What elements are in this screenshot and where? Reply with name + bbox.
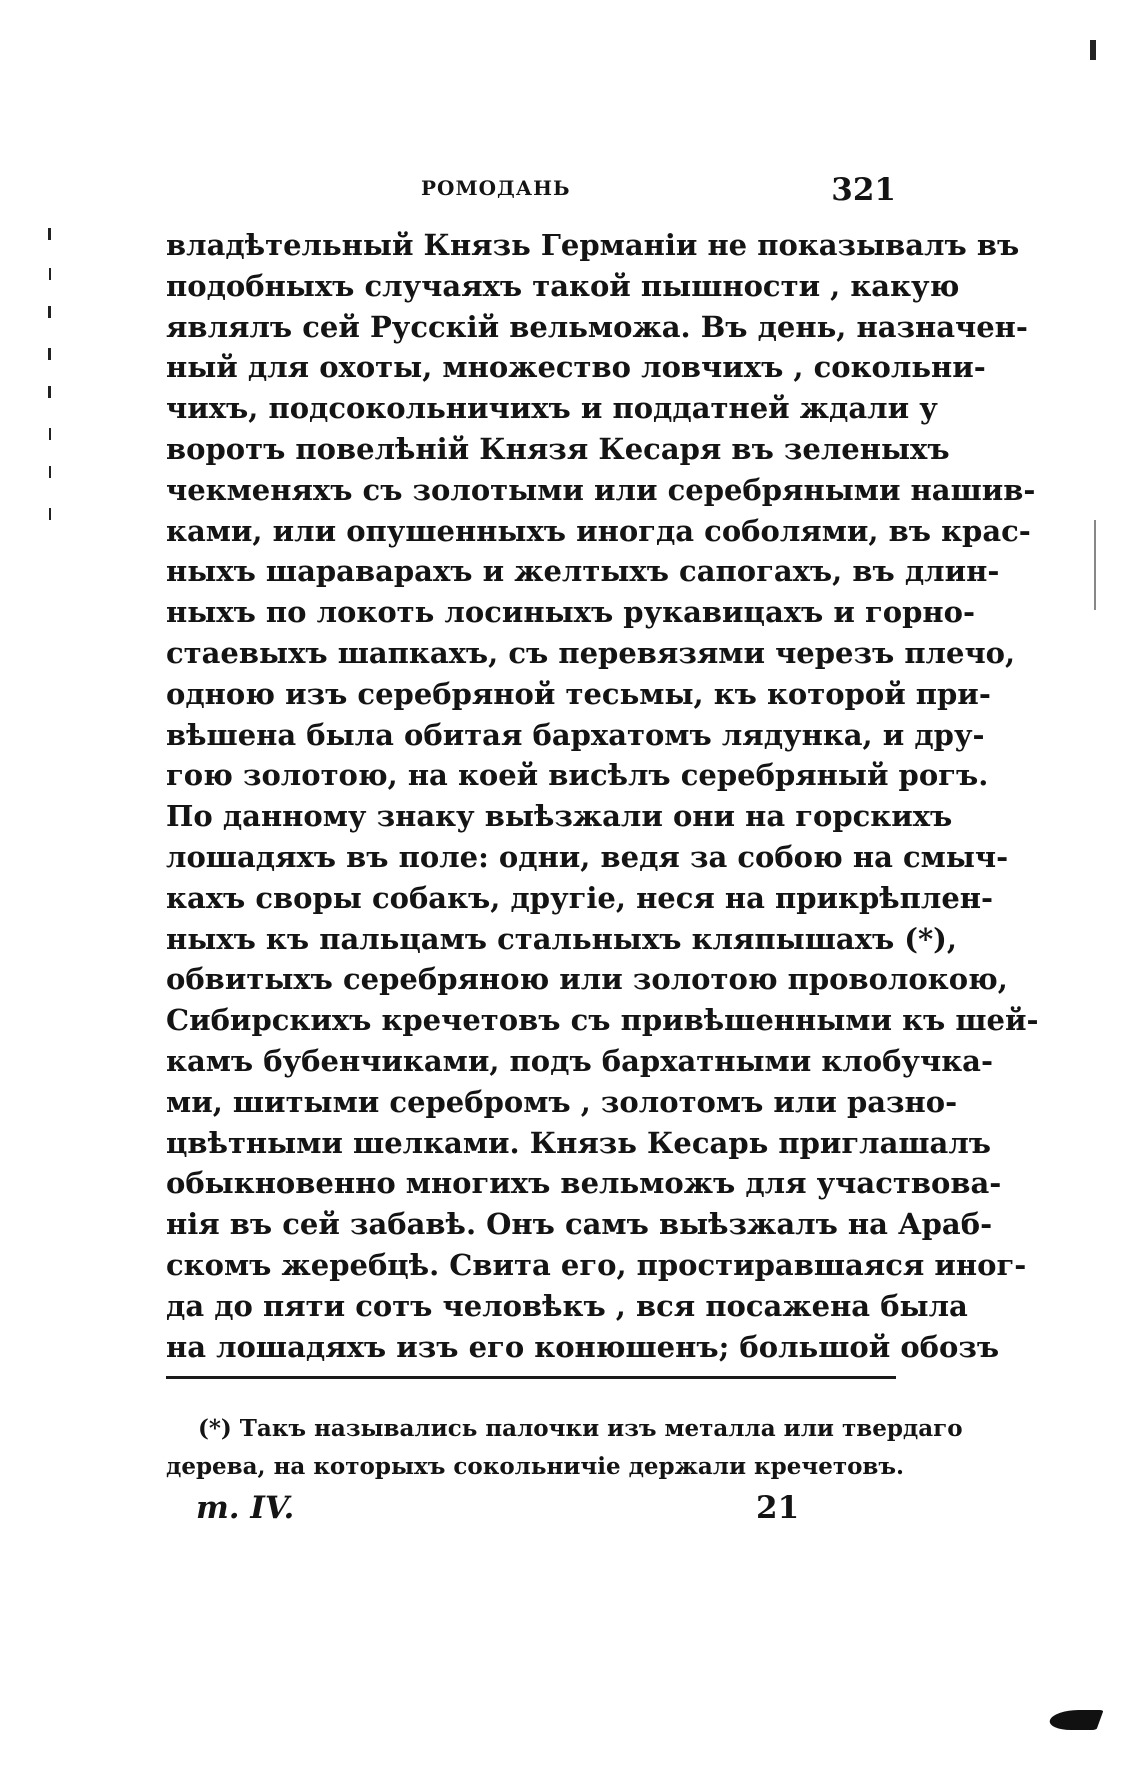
text-line: чихъ, подсокольничихъ и поддатней ждали у — [166, 391, 938, 426]
text-line: да до пяти сотъ человѣкъ , вся посажена была — [166, 1288, 968, 1323]
text-line: ныхъ по локоть лосиныхъ рукавицахъ и горно- — [166, 595, 975, 630]
text-line: кахъ своры собакъ, другіе, неся на прикрѣплен- — [166, 880, 994, 915]
text-line: камъ бубенчиками, подъ бархатными клобучка- — [166, 1043, 993, 1078]
scan-mark — [1094, 520, 1096, 610]
scan-blot — [1046, 1710, 1103, 1730]
scan-mark — [48, 228, 51, 240]
text-line: скомъ жеребцѣ. Свита его, простиравшаяся иног- — [166, 1247, 1027, 1282]
text-line: владѣтельный Князь Германіи не показывалъ въ — [166, 228, 1020, 262]
text-line: чекменяхъ съ золотыми или серебряными нашив- — [166, 472, 1036, 507]
text-line: ный для охоты, множество ловчихъ , сокольни- — [166, 350, 986, 385]
text-line: подобныхъ случаяхъ такой пышности , какую — [166, 268, 960, 303]
footnote-rule — [166, 1376, 896, 1379]
text-line: гою золотою, на коей висѣлъ серебряный рогъ. — [166, 758, 989, 793]
text-line: нія въ сей забавѣ. Онъ самъ выѣзжалъ на Араб- — [166, 1207, 993, 1242]
text-line: лошадяхъ въ поле: одни, ведя за собою на смыч- — [166, 839, 1009, 874]
text-line: на лошадяхъ изъ его конюшенъ; большой обозъ — [166, 1329, 1000, 1364]
text-line: цвѣтными шелками. Князь Кесарь приглашалъ — [166, 1125, 992, 1160]
scan-mark — [48, 306, 51, 318]
text-line: являлъ сей Русскій вельможа. Въ день, назначен- — [166, 309, 1028, 344]
text-line: воротъ повелѣній Князя Кесаря въ зеленыхъ — [166, 431, 950, 466]
text-line: обыкновенно многихъ вельможъ для участвова- — [166, 1166, 1002, 1201]
text-line: обвитыхъ серебряною или золотою проволокою, — [166, 962, 1008, 997]
text-line: одною изъ серебряной тесьмы, къ которой при- — [166, 676, 991, 711]
text-line: ныхъ къ пальцамъ стальныхъ кляпышахъ (*), — [166, 921, 957, 956]
text-line: стаевыхъ шапкахъ, съ перевязями черезъ плечо, — [166, 635, 1016, 670]
signature-number: 21 — [756, 1490, 800, 1526]
text-line: ками, или опушенныхъ иногда соболями, въ крас- — [166, 513, 1031, 548]
scan-mark — [49, 428, 51, 440]
scan-mark — [49, 268, 51, 280]
text-line: Сибирскихъ кречетовъ съ привѣшенными къ шей- — [166, 1003, 1039, 1038]
page-number: 321 — [831, 172, 896, 208]
running-head: РОМОДАНЬ — [421, 176, 571, 200]
text-line: вѣшена была обитая бархатомъ лядунка, и дру- — [166, 717, 985, 752]
text-line: По данному знаку выѣзжали они на горскихъ — [166, 799, 953, 834]
scan-mark — [49, 466, 51, 478]
scan-mark — [1090, 40, 1096, 60]
body-text — [166, 225, 1039, 1367]
page-header — [166, 172, 896, 212]
footnote-line: (*) Такъ назывались палочки изъ металла или твердаго — [198, 1415, 963, 1442]
scan-mark — [49, 508, 51, 520]
signature-line — [166, 1490, 896, 1530]
scan-mark — [48, 348, 51, 360]
text-line: ныхъ шараварахъ и желтыхъ сапогахъ, въ длин- — [166, 554, 1000, 589]
footnote-line: дерева, на которыхъ сокольничіе держали кречетовъ. — [166, 1453, 905, 1480]
footnote — [166, 1410, 963, 1486]
volume-mark: т. IV. — [196, 1490, 295, 1526]
text-line: ми, шитыми серебромъ , золотомъ или разно- — [166, 1084, 958, 1119]
scan-mark — [48, 386, 51, 398]
